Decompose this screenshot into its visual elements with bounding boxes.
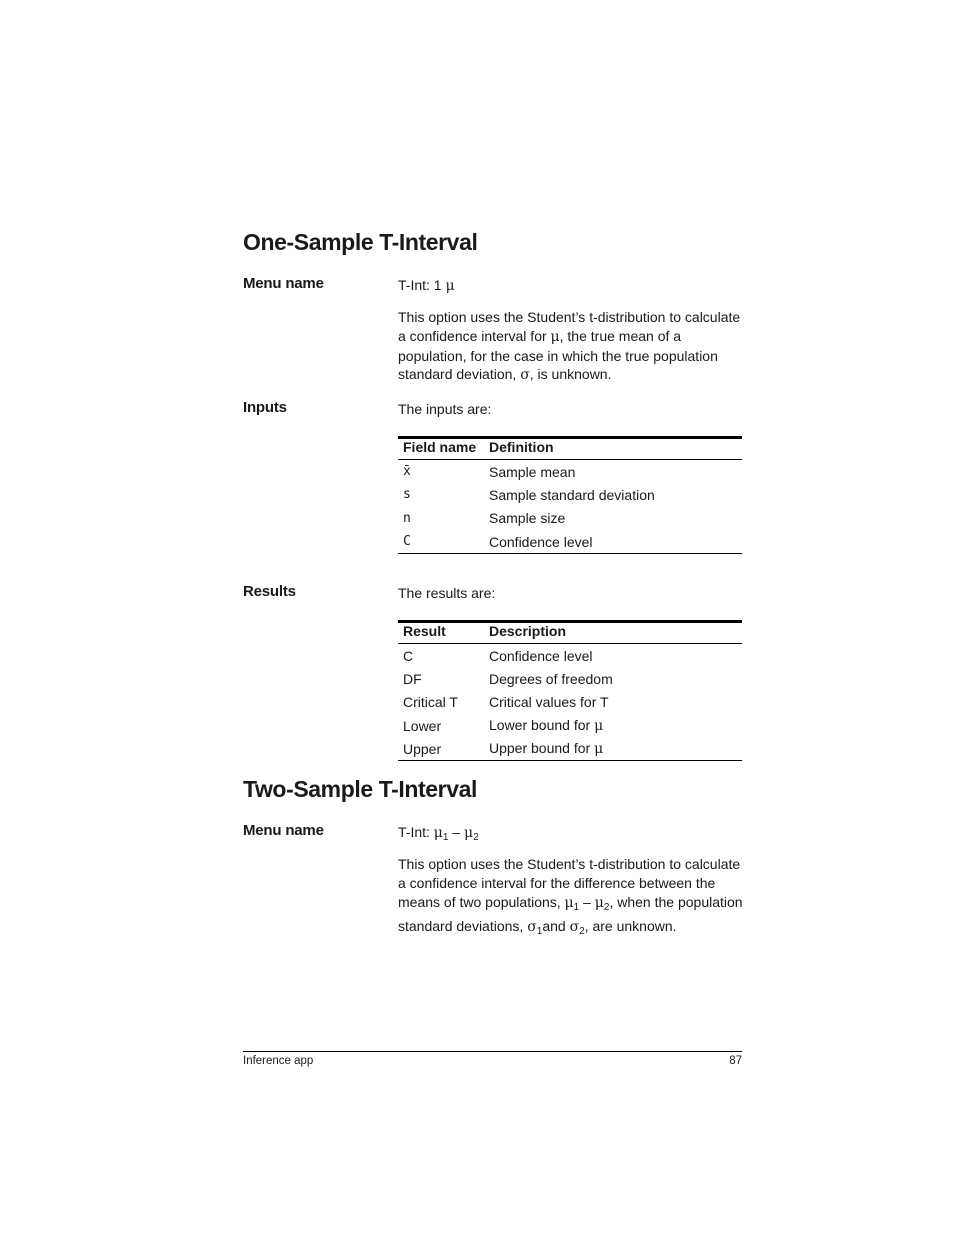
definition-cell: Sample size bbox=[489, 510, 566, 527]
desc-text: and bbox=[542, 918, 570, 935]
description-cell bbox=[484, 644, 742, 668]
result-cell: DF bbox=[403, 670, 422, 687]
subscript-two: 2 bbox=[473, 832, 479, 843]
menu-name-label: Menu name bbox=[243, 822, 324, 839]
desc-text: This option uses the Student’s t-distribution to calculate a confidence interval for bbox=[398, 309, 741, 344]
field-cell: x̄ bbox=[403, 464, 411, 480]
subscript-two: 2 bbox=[579, 926, 585, 938]
section1-description bbox=[398, 308, 743, 385]
mu-symbol: μ bbox=[433, 825, 443, 841]
mu-symbol: μ bbox=[594, 718, 604, 735]
table-row bbox=[398, 483, 742, 506]
field-cell: n bbox=[403, 510, 411, 526]
result-cell: Upper bbox=[398, 737, 484, 761]
table-row bbox=[398, 667, 742, 690]
results-label: Results bbox=[243, 583, 296, 600]
results-table-wrap bbox=[398, 620, 742, 761]
description-cell bbox=[484, 714, 742, 737]
inputs-label: Inputs bbox=[243, 399, 287, 416]
menu-name-value bbox=[398, 276, 455, 296]
footer-chapter: Inference app bbox=[243, 1055, 314, 1067]
sigma-symbol: σ bbox=[527, 919, 537, 936]
footer-rule bbox=[243, 1051, 742, 1052]
subscript-two: 2 bbox=[603, 901, 610, 913]
mu-symbol: μ bbox=[594, 894, 604, 911]
result-cell: Lower bbox=[403, 717, 442, 734]
menu-prefix: T-Int: bbox=[398, 824, 434, 840]
inputs-header-definition: Definition bbox=[484, 438, 742, 460]
section2-description bbox=[398, 855, 743, 942]
table-row bbox=[398, 460, 742, 484]
inputs-table-wrap bbox=[398, 436, 742, 554]
inputs-header-field: Field name bbox=[398, 438, 484, 460]
desc-text: , the true mean of a population, for the case in which the true population standard deviation, bbox=[398, 327, 718, 383]
menu-name-value bbox=[398, 823, 479, 848]
inputs-intro: The inputs are: bbox=[398, 401, 492, 417]
field-cell: s bbox=[403, 487, 411, 503]
minus-sign: – bbox=[448, 824, 465, 840]
subscript-one: 1 bbox=[536, 926, 543, 938]
description-cell bbox=[484, 667, 742, 690]
desc-text: This option uses the Student’s t-distribution to calculate a confidence interval for the difference between the means of two populations, bbox=[398, 856, 741, 910]
desc-text: , when the population standard deviations, bbox=[398, 893, 743, 935]
field-cell: C bbox=[398, 530, 484, 554]
description-text: Lower bound for bbox=[489, 717, 595, 734]
result-cell: Critical T bbox=[403, 694, 458, 711]
menu-name-label: Menu name bbox=[243, 275, 324, 292]
description-text: Upper bound for bbox=[489, 740, 595, 757]
table-row bbox=[398, 644, 742, 668]
result-cell: C bbox=[403, 647, 414, 664]
results-header-description: Description bbox=[484, 622, 742, 644]
description-text: Critical values for T bbox=[489, 694, 609, 711]
definition-cell: Confidence level bbox=[484, 530, 742, 554]
table-row bbox=[398, 737, 742, 761]
mu-symbol: μ bbox=[564, 894, 574, 911]
desc-text: , is unknown. bbox=[529, 366, 612, 383]
desc-text: , are unknown. bbox=[584, 918, 677, 935]
subscript-one: 1 bbox=[442, 832, 449, 843]
definition-cell: Sample standard deviation bbox=[489, 486, 655, 503]
mu-symbol: μ bbox=[464, 825, 474, 841]
table-row bbox=[398, 714, 742, 737]
description-cell bbox=[484, 691, 742, 714]
description-text: Confidence level bbox=[489, 647, 593, 664]
sigma-symbol: σ bbox=[569, 919, 580, 936]
table-row bbox=[398, 507, 742, 530]
mu-symbol: μ bbox=[594, 741, 604, 758]
page-number: 87 bbox=[729, 1055, 742, 1067]
results-table bbox=[398, 620, 742, 761]
subscript-one: 1 bbox=[573, 901, 580, 913]
section-title-one-sample: One-Sample T-Interval bbox=[243, 229, 478, 255]
sigma-symbol: σ bbox=[520, 367, 530, 384]
mu-symbol: μ bbox=[550, 328, 560, 345]
results-header-result: Result bbox=[398, 622, 484, 644]
section-title-two-sample: Two-Sample T-Interval bbox=[243, 776, 477, 802]
results-intro: The results are: bbox=[398, 585, 496, 601]
description-text: Degrees of freedom bbox=[489, 670, 613, 687]
minus-sign: – bbox=[579, 893, 595, 910]
definition-cell: Sample mean bbox=[489, 463, 576, 480]
menu-prefix: T-Int: 1 bbox=[398, 277, 446, 293]
table-row bbox=[398, 691, 742, 714]
description-cell bbox=[484, 737, 742, 761]
mu-symbol: μ bbox=[445, 278, 455, 294]
table-row bbox=[398, 530, 742, 554]
inputs-table bbox=[398, 436, 742, 554]
